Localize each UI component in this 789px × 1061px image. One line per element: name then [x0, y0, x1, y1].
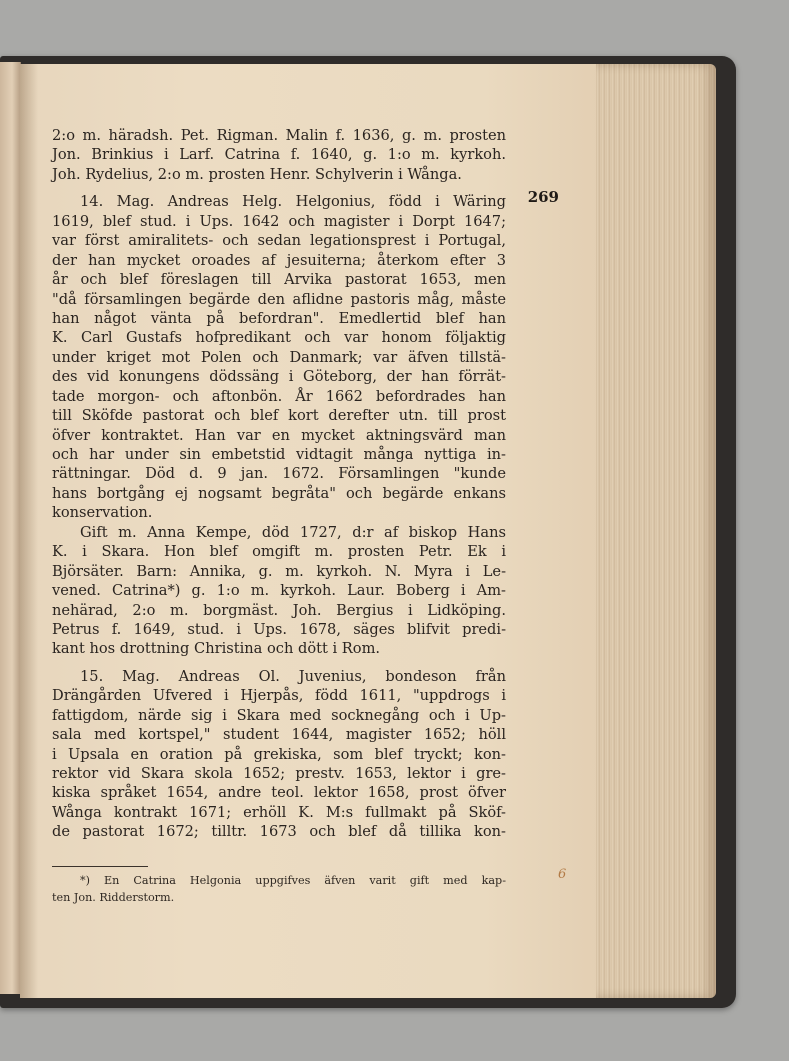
text-line: kiska språket 1654, andre teol. lektor 1658, prost öfver	[52, 784, 506, 802]
text-line: 14. Mag. Andreas Helg. Helgonius, född i Wäring	[80, 193, 506, 211]
text-line: Joh. Rydelius, 2:o m. prosten Henr. Schylverin i Wånga.	[52, 165, 462, 183]
text-line: 15. Mag. Andreas Ol. Juvenius, bondeson från	[80, 667, 506, 685]
text-line: de pastorat 1672; tilltr. 1673 och blef då tillika kon-	[52, 823, 506, 841]
text-line: nehärad, 2:o m. borgmäst. Joh. Bergius i Lidköping.	[52, 601, 506, 619]
text-line: vened. Catrina*) g. 1:o m. kyrkoh. Laur. Boberg i Am-	[52, 582, 506, 600]
text-line: Drängården Ufvered i Hjerpås, född 1611, "uppdrogs i	[52, 687, 506, 705]
footnote	[52, 872, 506, 906]
text-line: Gift m. Anna Kempe, död 1727, d:r af biskop Hans	[80, 523, 506, 541]
footnote-line: *) En Catrina Helgonia uppgifves äfven varit gift med kap-	[80, 874, 506, 887]
text-line: öfver kontraktet. Han var en mycket aktningsvärd man	[52, 426, 506, 444]
text-line: K. Carl Gustafs hofpredikant och var honom följaktig	[52, 329, 506, 347]
text-line: i Upsala en oration på grekiska, som blef tryckt; kon-	[52, 745, 506, 763]
left-page-edge	[0, 62, 21, 994]
text-line: Björsäter. Barn: Annika, g. m. kyrkoh. N. Myra i Le-	[52, 562, 506, 580]
text-line: Jon. Brinkius i Larf. Catrina f. 1640, g. 1:o m. kyrkoh.	[52, 146, 506, 164]
text-line: och har under sin embetstid vidtagit många nyttiga in-	[52, 446, 506, 463]
footnote-line: ten Jon. Ridderstorm.	[52, 891, 175, 904]
text-line: var först amiralitets- och sedan legationsprest i Portugal,	[52, 232, 506, 250]
text-line: han något vänta på befordran". Emedlertid blef han	[52, 309, 506, 327]
text-line: rektor vid Skara skola 1652; prestv. 1653, lektor i gre-	[52, 765, 506, 782]
text-line: "då församlingen begärde den aflidne pastoris måg, måste	[52, 290, 506, 308]
text-line: rättningar. Död d. 9 jan. 1672. Församlingen "kunde	[52, 465, 506, 483]
text-line: 1619, blef stud. i Ups. 1642 och magister i Dorpt 1647;	[52, 212, 506, 230]
margin-note: 6	[558, 867, 567, 882]
text-line: fattigdom, närde sig i Skara med socknegång och i Up-	[52, 706, 506, 724]
spine-shadow	[20, 64, 38, 998]
text-line: år och blef föreslagen till Arvika pastorat 1653, men	[52, 271, 506, 289]
text-line: kant hos drottning Christina och dött i Rom.	[52, 640, 381, 658]
text-line: till Sköfde pastorat och blef kort derefter utn. till prost	[52, 407, 506, 425]
text-line: Wånga kontrakt 1671; erhöll K. M:s fullmakt på Sköf-	[52, 803, 506, 821]
body-text	[52, 126, 506, 842]
page-number: 269	[527, 188, 559, 206]
footnote-rule	[52, 866, 148, 867]
text-line: der han mycket oroades af jesuiterna; återkom efter 3	[52, 251, 506, 269]
text-line: Petrus f. 1649, stud. i Ups. 1678, säges blifvit predi-	[52, 620, 506, 638]
text-line: des vid konungens dödssäng i Göteborg, der han förrät-	[52, 368, 506, 386]
text-line: 2:o m. häradsh. Pet. Rigman. Malin f. 1636, g. m. prosten	[52, 127, 506, 144]
text-line: tade morgon- och aftonbön. År 1662 befordrades han	[52, 387, 506, 405]
text-line: K. i Skara. Hon blef omgift m. prosten Petr. Ek i	[52, 543, 506, 561]
page-edges	[596, 64, 716, 998]
text-line: hans bortgång ej nogsamt begråta" och begärde enkans	[52, 484, 506, 502]
text-line: sala med kortspel," student 1644, magister 1652; höll	[52, 726, 506, 744]
text-line: under kriget mot Polen och Danmark; var äfven tillstä-	[52, 348, 506, 366]
text-line: konservation.	[52, 504, 153, 522]
